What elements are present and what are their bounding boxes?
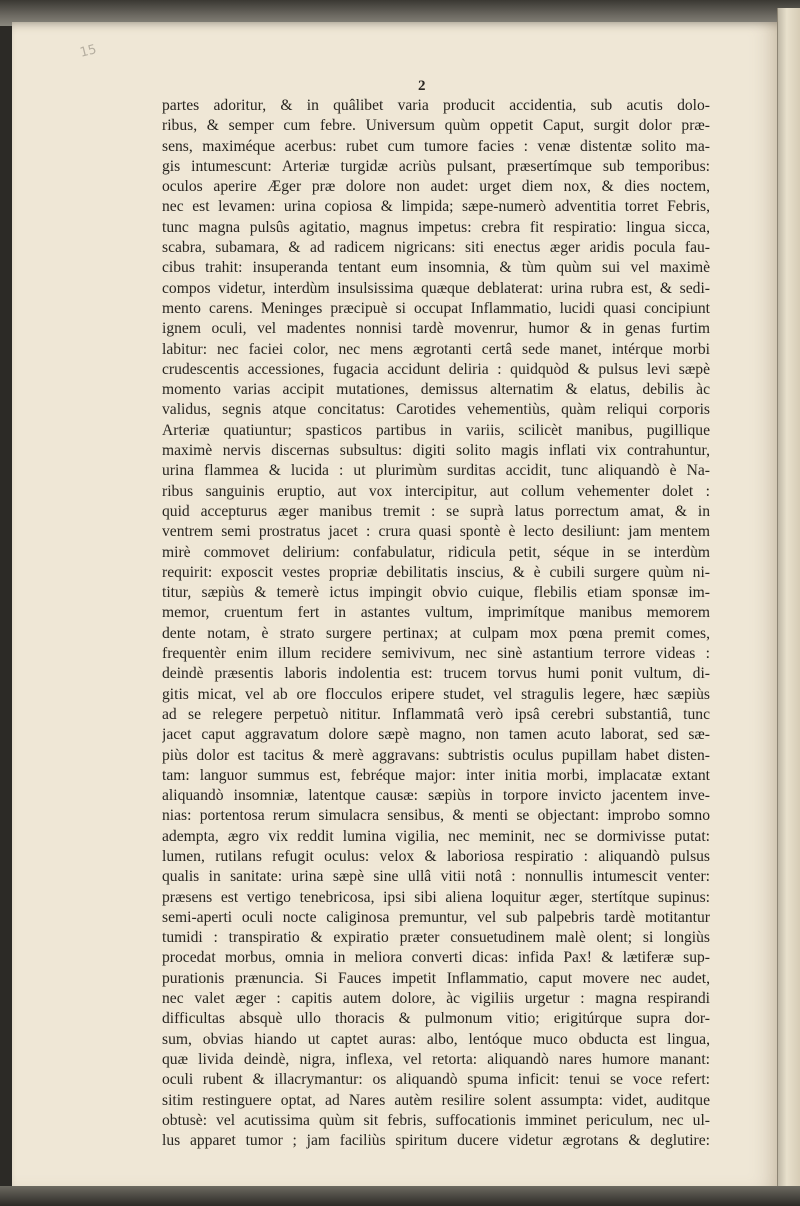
- text-line: quæ livida deindè, nigra, inflexa, vel retorta: aliquandò nares humore manant:: [162, 1050, 710, 1068]
- text-line: oculi rubent & illacrymantur: os aliquandò spuma inficit: tenui se voce refert:: [162, 1071, 710, 1089]
- text-line: partes adoritur, & in quâlibet varia producit accidentia, sub acutis dolo-: [162, 97, 710, 114]
- text-line: procedat morbus, omnia in meliora converti dicas: infida Pax! & lætiferæ sup-: [162, 949, 710, 967]
- text-line: oculos aperire Æger præ dolore non audet: urget diem nox, & dies noctem,: [162, 178, 710, 196]
- text-line: momento varias accipit mutationes, demissus alternatim & elatus, debilis àc: [162, 381, 710, 399]
- text-line: sitim restinguere optat, ad Nares autèm resilire solent assumpta: videt, auditque: [162, 1091, 710, 1109]
- text-line: mirè commovet delirium: confabulatur, ridicula petit, séque in se interdùm: [162, 543, 710, 561]
- text-line: gis intumescunt: Arteriæ turgidæ acriùs pulsant, præsertímque sub temporibus:: [162, 157, 710, 175]
- margin-pencil-note: 15: [78, 42, 99, 61]
- text-line: frequentèr enim illum recidere semivivum, nec sinè astantium terrore videas :: [162, 645, 710, 663]
- text-line: sens, maximéque acerbus: rubet cum tumore facies : venæ distentæ solito ma-: [162, 137, 710, 155]
- text-line: gitis micat, vel ab ore flocculos eripere studet, vel stragulis legere, hæc sæpiùs: [162, 685, 710, 703]
- text-line: qualis in sanitate: urina sæpè sine ullâ vitii notâ : nonnullis intumescit venter:: [162, 868, 710, 886]
- text-line: adempta, ægro vix reddit lumina vigilia, nec meminit, nec se dormivisse putat:: [162, 827, 710, 845]
- book-right-edge: [777, 8, 800, 1188]
- text-line: obtusè: vel acutissima quùm sit febris, suffocationis imminet periculum, nec ul-: [162, 1111, 710, 1129]
- text-line: aliquandò insomniæ, latentque causæ: sæpiùs in torpore invicto jacentem inve-: [162, 787, 710, 805]
- text-line: nec est levamen: urina copiosa & limpida; sæpe-numerò adventitia torret Febris,: [162, 198, 710, 216]
- text-line: scabra, subamara, & ad radicem nigricans: siti enectus æger aridis pocula fau-: [162, 239, 710, 257]
- page-number: 2: [418, 78, 426, 94]
- text-line: jacet caput aggravatum dolore sæpè magno, non tamen acuto laborat, sed sæ-: [162, 726, 710, 744]
- text-line: cibus trahit: insuperanda tentant eum insomnia, & tùm quùm sui vel maximè: [162, 259, 710, 277]
- text-line: lus apparet tumor ; jam faciliùs spiritum ducere videtur ægrotans & deglutire:: [162, 1132, 710, 1150]
- text-line: urina flammea & lucida : ut plurimùm surditas accidit, tunc aliquandò è Na-: [162, 462, 710, 480]
- text-line: semi-aperti oculi nocte caliginosa premuntur, vel sub palpebris tardè motitantur: [162, 908, 710, 926]
- text-line: compos videtur, interdùm insulsissima quæque deblaterat: urina rubra est, & sedi-: [162, 279, 710, 297]
- text-line: maximè nervis discernas subsultus: digiti solito magis inflati vix contrahuntur,: [162, 442, 710, 460]
- text-line: sum, obvias hiando ut captet auras: albo, lentóque muco obducta est lingua,: [162, 1030, 710, 1048]
- text-line: ignem oculi, vel madentes nonnisi tardè movenrur, humor & in genas furtim: [162, 320, 710, 338]
- text-line: tunc magna pulsûs agitatio, magnus impetus: crebra fit respiratio: lingua sicca,: [162, 218, 710, 236]
- text-line: tam: languor summus est, febréque major: inter initia morbi, implacatæ extant: [162, 766, 710, 784]
- text-line: quid accepturus æger manibus tremit : se suprà latus porrectum amat, & in: [162, 502, 710, 520]
- text-line: tumidi : transpiratio & expiratio præter consuetudinem malè olent; si longiùs: [162, 929, 710, 947]
- body-text: [162, 96, 710, 1151]
- text-line: nec valet æger : capitis autem dolore, àc vigiliis urgetur : magna respirandi: [162, 990, 710, 1008]
- text-line: dente notam, è strato surgere pertinax; at culpam mox pœna premit comes,: [162, 624, 710, 642]
- text-line: crudescentis accessiones, fugacia accidunt deliria : quidquòd & pulsus levi sæpè: [162, 360, 710, 378]
- text-line: præsens est vertigo tenebricosa, ipsi sibi aliena loquitur æger, stertítque supinus:: [162, 888, 710, 906]
- text-line: ribus sanguinis eruptio, aut vox intercipitur, aut collum vehementer dolet :: [162, 482, 710, 500]
- text-line: validus, segnis atque concitatus: Carotides vehementiùs, quàm reliqui corporis: [162, 401, 710, 419]
- text-line: lumen, rutilans refugit oculus: velox & laboriosa respiratio : aliquandò pulsus: [162, 847, 710, 865]
- text-line: piùs dolor est tacitus & merè aggravans: subtristis oculus pupillam habet disten-: [162, 746, 710, 764]
- text-line: ad se relegere perpetuò nititur. Inflammatâ verò ipsâ cerebri substantiâ, tunc: [162, 705, 710, 723]
- text-line: Arteriæ quatiuntur; spasticos partibus in variis, scilicèt manibus, pugillique: [162, 421, 710, 439]
- text-line: difficultas absquè ullo thoracis & pulmonum vitio; erigitúrque supra dor-: [162, 1010, 710, 1028]
- text-line: ribus, & semper cum febre. Universum quùm oppetit Caput, surgit dolor præ-: [162, 117, 710, 135]
- text-line: nias: portentosa rerum simulacra sensibus, & menti se objectant: improbo somno: [162, 807, 710, 825]
- text-line: memor, cruentum fert in astantes vultum, imprimítque manibus memorem: [162, 604, 710, 622]
- text-line: purationis prænuncia. Si Fauces impetit Inflammatio, caput movere nec audet,: [162, 969, 710, 987]
- book-bottom-edge: [0, 1186, 800, 1206]
- text-line: ventrem semi prostratus jacet : crura quasi spontè è lecto desiliunt: jam mentem: [162, 523, 710, 541]
- text-line: titur, sæpiùs & temerè ictus impingit obvio cuique, flebilis etiam sponsæ im-: [162, 584, 710, 602]
- text-line: deindè præsentis laboris indolentia est: trucem torvus humi ponit vultum, di-: [162, 665, 710, 683]
- text-line: requirit: exposcit vestes propriæ debilitatis inscius, & è cubili surgere quùm ni-: [162, 563, 710, 581]
- text-line: labitur: nec faciei color, nec mens ægrotanti certâ sede manet, intérque morbi: [162, 340, 710, 358]
- text-line: mento carens. Meninges præcipuè si occupat Inflammatio, lucidi quasi concipiunt: [162, 299, 710, 317]
